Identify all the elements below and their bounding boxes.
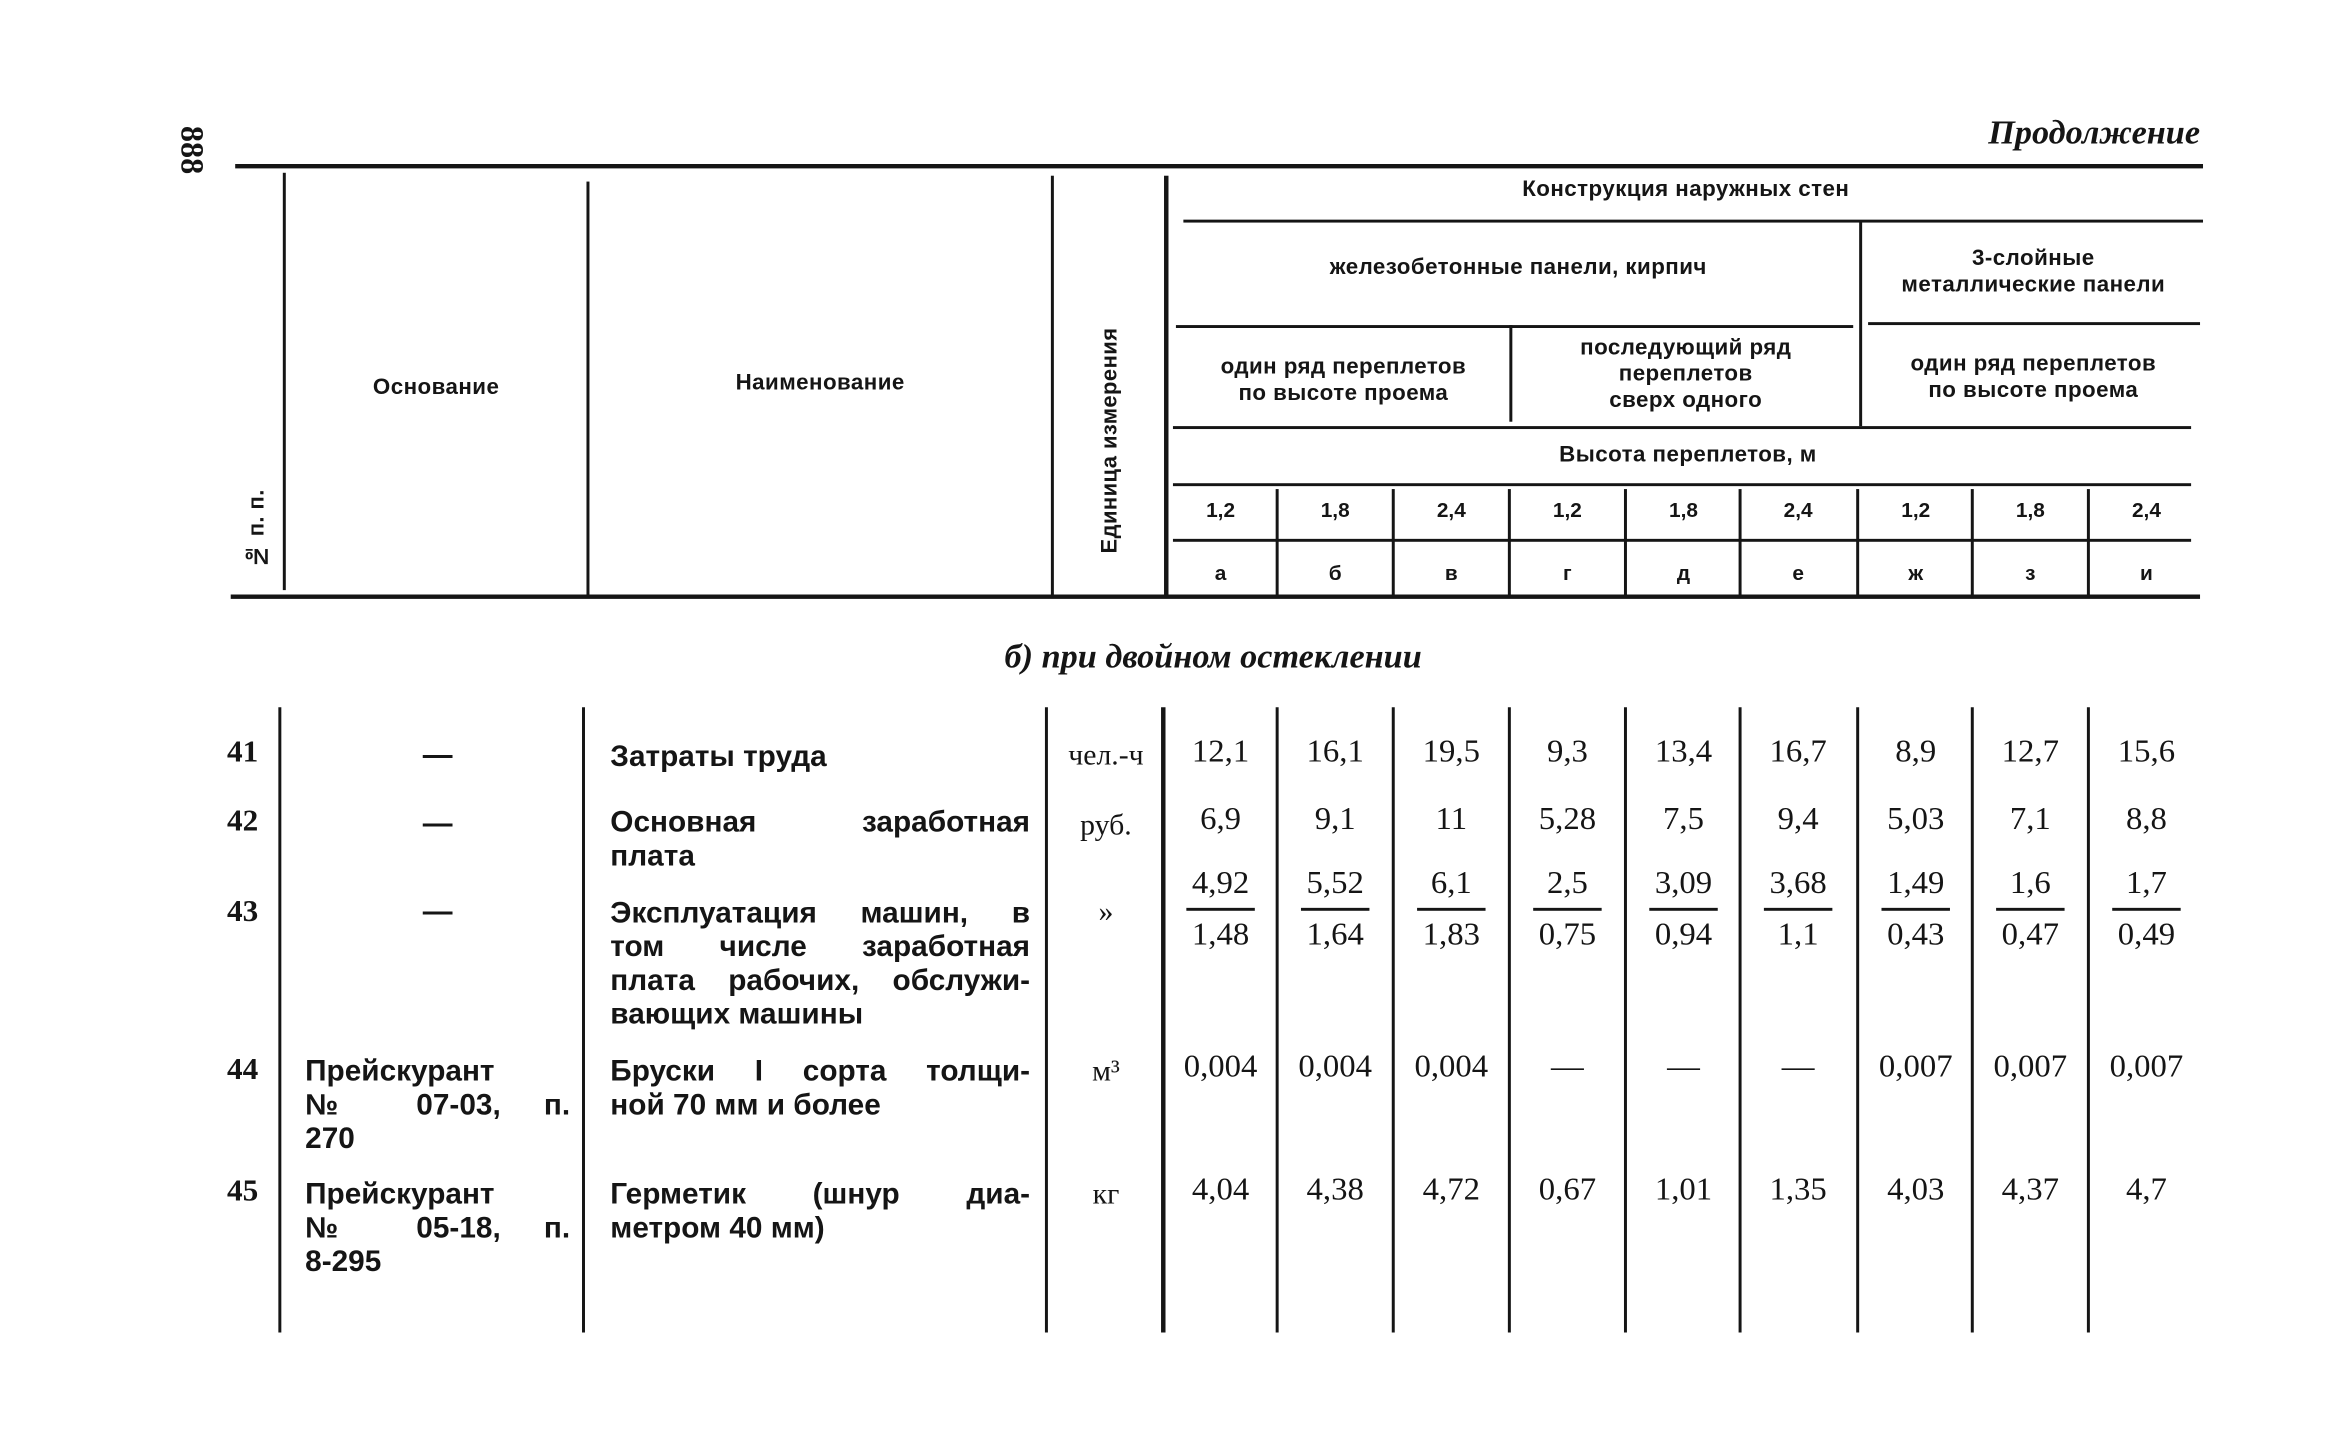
- value-cell: 12,7: [2001, 732, 2059, 769]
- header-letter: в: [1444, 560, 1458, 585]
- value-cell: —: [1781, 1046, 1815, 1084]
- header-height: 1,2: [1206, 497, 1236, 522]
- value-cell: 12,1: [1191, 732, 1250, 769]
- value-cell: 8,8: [2125, 799, 2167, 837]
- header-line: последующий ряд: [1580, 335, 1792, 361]
- fraction-numerator: 4,92: [1191, 863, 1250, 901]
- fraction-bar: [1186, 908, 1254, 911]
- name-cell: [610, 898, 1030, 1033]
- header-unit: Единица измерения: [1097, 327, 1123, 554]
- fraction-bar: [1996, 908, 2064, 911]
- name-line: Основная заработная: [610, 806, 1031, 840]
- header-num: № п. п.: [244, 489, 270, 569]
- value-cell: 13,4: [1654, 732, 1713, 769]
- header-height: 2,4: [1783, 497, 1813, 522]
- table-row: [0, 1169, 2334, 1279]
- value-cell: 9,3: [1546, 732, 1588, 769]
- basis-cell: [305, 1056, 570, 1157]
- fraction-denominator: 0,43: [1887, 915, 1945, 952]
- fraction-denominator: 0,94: [1654, 915, 1713, 952]
- row-number: 42: [226, 802, 259, 838]
- value-cell: 16,1: [1306, 732, 1364, 769]
- basis-cell: [305, 739, 570, 773]
- fraction-denominator: 1,1: [1777, 915, 1819, 952]
- value-cell: 0,004: [1183, 1046, 1258, 1084]
- header-rule: [1173, 483, 2191, 486]
- fraction-numerator: 5,52: [1306, 863, 1364, 901]
- name-cell: [610, 807, 1030, 874]
- header-letter: з: [2025, 560, 2036, 585]
- header-height: 1,8: [1669, 497, 1699, 522]
- basis-cell: [305, 1179, 570, 1280]
- header-line: 3-слойные: [1972, 246, 2095, 271]
- fraction-denominator: 1,48: [1191, 915, 1250, 952]
- value-cell: 7,1: [2009, 799, 2051, 837]
- value-cell: 11: [1435, 799, 1468, 837]
- basis-line: 8-295: [305, 1246, 382, 1279]
- header-divider: [1164, 176, 1168, 595]
- unit-cell: чел.-ч: [1068, 739, 1144, 772]
- header-line: переплетов: [1618, 361, 1753, 387]
- table-row: [0, 1046, 2334, 1156]
- fraction-bar: [1417, 908, 1485, 911]
- header-letter: б: [1328, 560, 1342, 585]
- fraction-bar: [1533, 908, 1601, 911]
- header-rule: [1183, 220, 2203, 223]
- value-cell: 4,38: [1306, 1169, 1364, 1207]
- value-cell: 5,03: [1887, 799, 1945, 837]
- fraction-bar: [1649, 908, 1717, 911]
- name-line: плата: [610, 840, 695, 873]
- header-bottom-rule: [231, 595, 2200, 599]
- value-cell: 4,37: [2001, 1169, 2059, 1207]
- header-line: один ряд переплетов: [1220, 354, 1467, 380]
- header-rule: [1173, 539, 2191, 541]
- header-height: 1,2: [1552, 497, 1582, 522]
- header-sub-metal-one-row: [1864, 351, 2203, 404]
- header-name: Наименование: [735, 370, 905, 396]
- header-height: 1,8: [1320, 497, 1350, 522]
- section-title: б) при двойном остеклении: [1004, 638, 1422, 676]
- value-cell: 9,1: [1314, 799, 1356, 837]
- value-cell: 0,007: [1878, 1046, 1953, 1084]
- value-cell: 0,67: [1538, 1169, 1597, 1207]
- fraction-numerator: 1,7: [2125, 863, 2167, 901]
- name-line: вающих машины: [610, 998, 864, 1031]
- header-basis: Основание: [372, 374, 500, 400]
- header-divider: [1051, 176, 1054, 595]
- value-cell: 0,004: [1298, 1046, 1373, 1084]
- header-height: 2,4: [2131, 497, 2161, 522]
- fraction-cell: [2088, 865, 2204, 951]
- fraction-numerator: 1,49: [1887, 863, 1945, 901]
- header-letter: е: [1792, 560, 1804, 585]
- table-row: [0, 799, 2334, 873]
- fraction-numerator: 6,1: [1430, 863, 1472, 901]
- header-group-metal: [1864, 246, 2203, 299]
- header-sub-next-row: [1514, 335, 1858, 414]
- header-letter: а: [1214, 560, 1227, 585]
- name-line: Герметик (шнур диа-: [610, 1178, 1031, 1211]
- name-line: Бруски I сорта толщи-: [610, 1055, 1031, 1088]
- header-rule: [1176, 325, 1853, 328]
- value-cell: 19,5: [1422, 732, 1480, 769]
- fraction-denominator: 1,83: [1422, 915, 1480, 952]
- table-row: [0, 863, 2334, 1031]
- header-line: металлические панели: [1901, 272, 2166, 298]
- value-cell: 1,35: [1769, 1169, 1827, 1207]
- header-height: 2,4: [1436, 497, 1466, 522]
- table-row: [0, 732, 2334, 774]
- value-cell: 0,004: [1414, 1046, 1489, 1084]
- header-height: 1,2: [1901, 497, 1931, 522]
- fraction-denominator: 0,49: [2117, 915, 2176, 952]
- value-cell: 4,72: [1422, 1169, 1480, 1207]
- name-line: Затраты труда: [610, 740, 827, 774]
- row-number: 43: [226, 893, 259, 929]
- name-line: Эксплуатация машин, в: [610, 897, 1031, 930]
- header-line: по высоте проема: [1928, 377, 2139, 403]
- basis-line: № 05-18, п.: [305, 1212, 571, 1245]
- header-letter: д: [1676, 560, 1691, 585]
- header-letter: г: [1563, 560, 1572, 585]
- value-cell: 4,7: [2125, 1169, 2167, 1207]
- fraction-denominator: 0,75: [1538, 915, 1597, 952]
- fraction-cell: [1509, 865, 1625, 951]
- value-cell: —: [1667, 1046, 1700, 1084]
- basis-line: —: [422, 896, 453, 929]
- header-construction: Конструкция наружных стен: [1522, 177, 1850, 203]
- header-line: один ряд переплетов: [1910, 351, 2157, 377]
- header-letter: и: [2140, 560, 2153, 585]
- value-cell: 16,7: [1769, 732, 1827, 769]
- row-number: 44: [226, 1051, 259, 1087]
- header-line: сверх одного: [1609, 388, 1763, 413]
- name-line: плата рабочих, обслужи-: [610, 964, 1031, 998]
- value-cell: 0,007: [1993, 1046, 2068, 1084]
- value-cell: 1,01: [1654, 1169, 1713, 1207]
- fraction-numerator: 3,68: [1769, 863, 1827, 901]
- fraction-cell: [1625, 865, 1741, 951]
- basis-line: 270: [305, 1123, 355, 1156]
- name-line: метром 40 мм): [610, 1212, 825, 1245]
- fraction-numerator: 3,09: [1654, 863, 1713, 901]
- fraction-cell: [1163, 865, 1279, 951]
- header-group-concrete: железобетонные панели, кирпич: [1329, 254, 1707, 280]
- fraction-cell: [1277, 865, 1393, 951]
- header-top-rule: [235, 164, 2203, 168]
- unit-cell: кг: [1092, 1178, 1120, 1211]
- name-cell: [610, 1179, 1030, 1246]
- basis-cell: [305, 808, 570, 842]
- value-cell: 7,5: [1663, 799, 1704, 837]
- fraction-bar: [1881, 908, 1949, 911]
- row-number: 41: [226, 733, 259, 769]
- fraction-bar: [1764, 908, 1832, 911]
- page-number: 888: [174, 125, 212, 174]
- value-cell: 6,9: [1200, 799, 1242, 837]
- basis-line: № 07-03, п.: [305, 1089, 571, 1122]
- value-cell: 4,03: [1887, 1169, 1945, 1207]
- fraction-denominator: 0,47: [2001, 915, 2059, 952]
- header-divider: [1859, 221, 1862, 426]
- basis-cell: [305, 896, 570, 930]
- continuation-label: Продолжение: [1988, 114, 2201, 151]
- header-height: 1,8: [2015, 497, 2045, 522]
- row-number: 45: [226, 1172, 259, 1209]
- header-line: по высоте проема: [1238, 380, 1449, 406]
- value-cell: 0,007: [2109, 1046, 2184, 1084]
- value-cell: 8,9: [1895, 732, 1937, 769]
- unit-cell: м³: [1092, 1055, 1120, 1088]
- fraction-bar: [1301, 908, 1369, 911]
- value-cell: 15,6: [2117, 732, 2176, 769]
- fraction-cell: [1740, 865, 1856, 951]
- fraction-bar: [2112, 908, 2180, 911]
- fraction-denominator: 1,64: [1306, 915, 1364, 952]
- basis-line: —: [422, 739, 453, 772]
- name-line: том числе заработная: [610, 931, 1031, 964]
- fraction-cell: [1393, 865, 1509, 951]
- fraction-cell: [1858, 865, 1974, 951]
- header-sub-one-row: [1176, 354, 1511, 407]
- fraction-cell: [1972, 865, 2088, 951]
- header-rule: [1173, 426, 2191, 429]
- value-cell: —: [1551, 1046, 1584, 1084]
- header-rule: [1868, 322, 2200, 325]
- name-line: ной 70 мм и более: [610, 1089, 881, 1122]
- name-cell: [610, 741, 1030, 775]
- value-cell: 4,04: [1191, 1169, 1250, 1207]
- basis-line: Прейскурант: [305, 1178, 495, 1211]
- value-cell: 5,28: [1538, 799, 1597, 837]
- basis-line: Прейскурант: [305, 1055, 495, 1088]
- basis-line: —: [422, 808, 453, 841]
- name-cell: [610, 1056, 1030, 1123]
- unit-cell: »: [1098, 896, 1114, 929]
- header-letter: ж: [1908, 560, 1924, 585]
- header-height-label: Высота переплетов, м: [1559, 442, 1817, 468]
- unit-cell: руб.: [1080, 809, 1132, 842]
- fraction-numerator: 1,6: [2009, 863, 2051, 901]
- fraction-numerator: 2,5: [1546, 863, 1588, 901]
- value-cell: 9,4: [1777, 799, 1819, 837]
